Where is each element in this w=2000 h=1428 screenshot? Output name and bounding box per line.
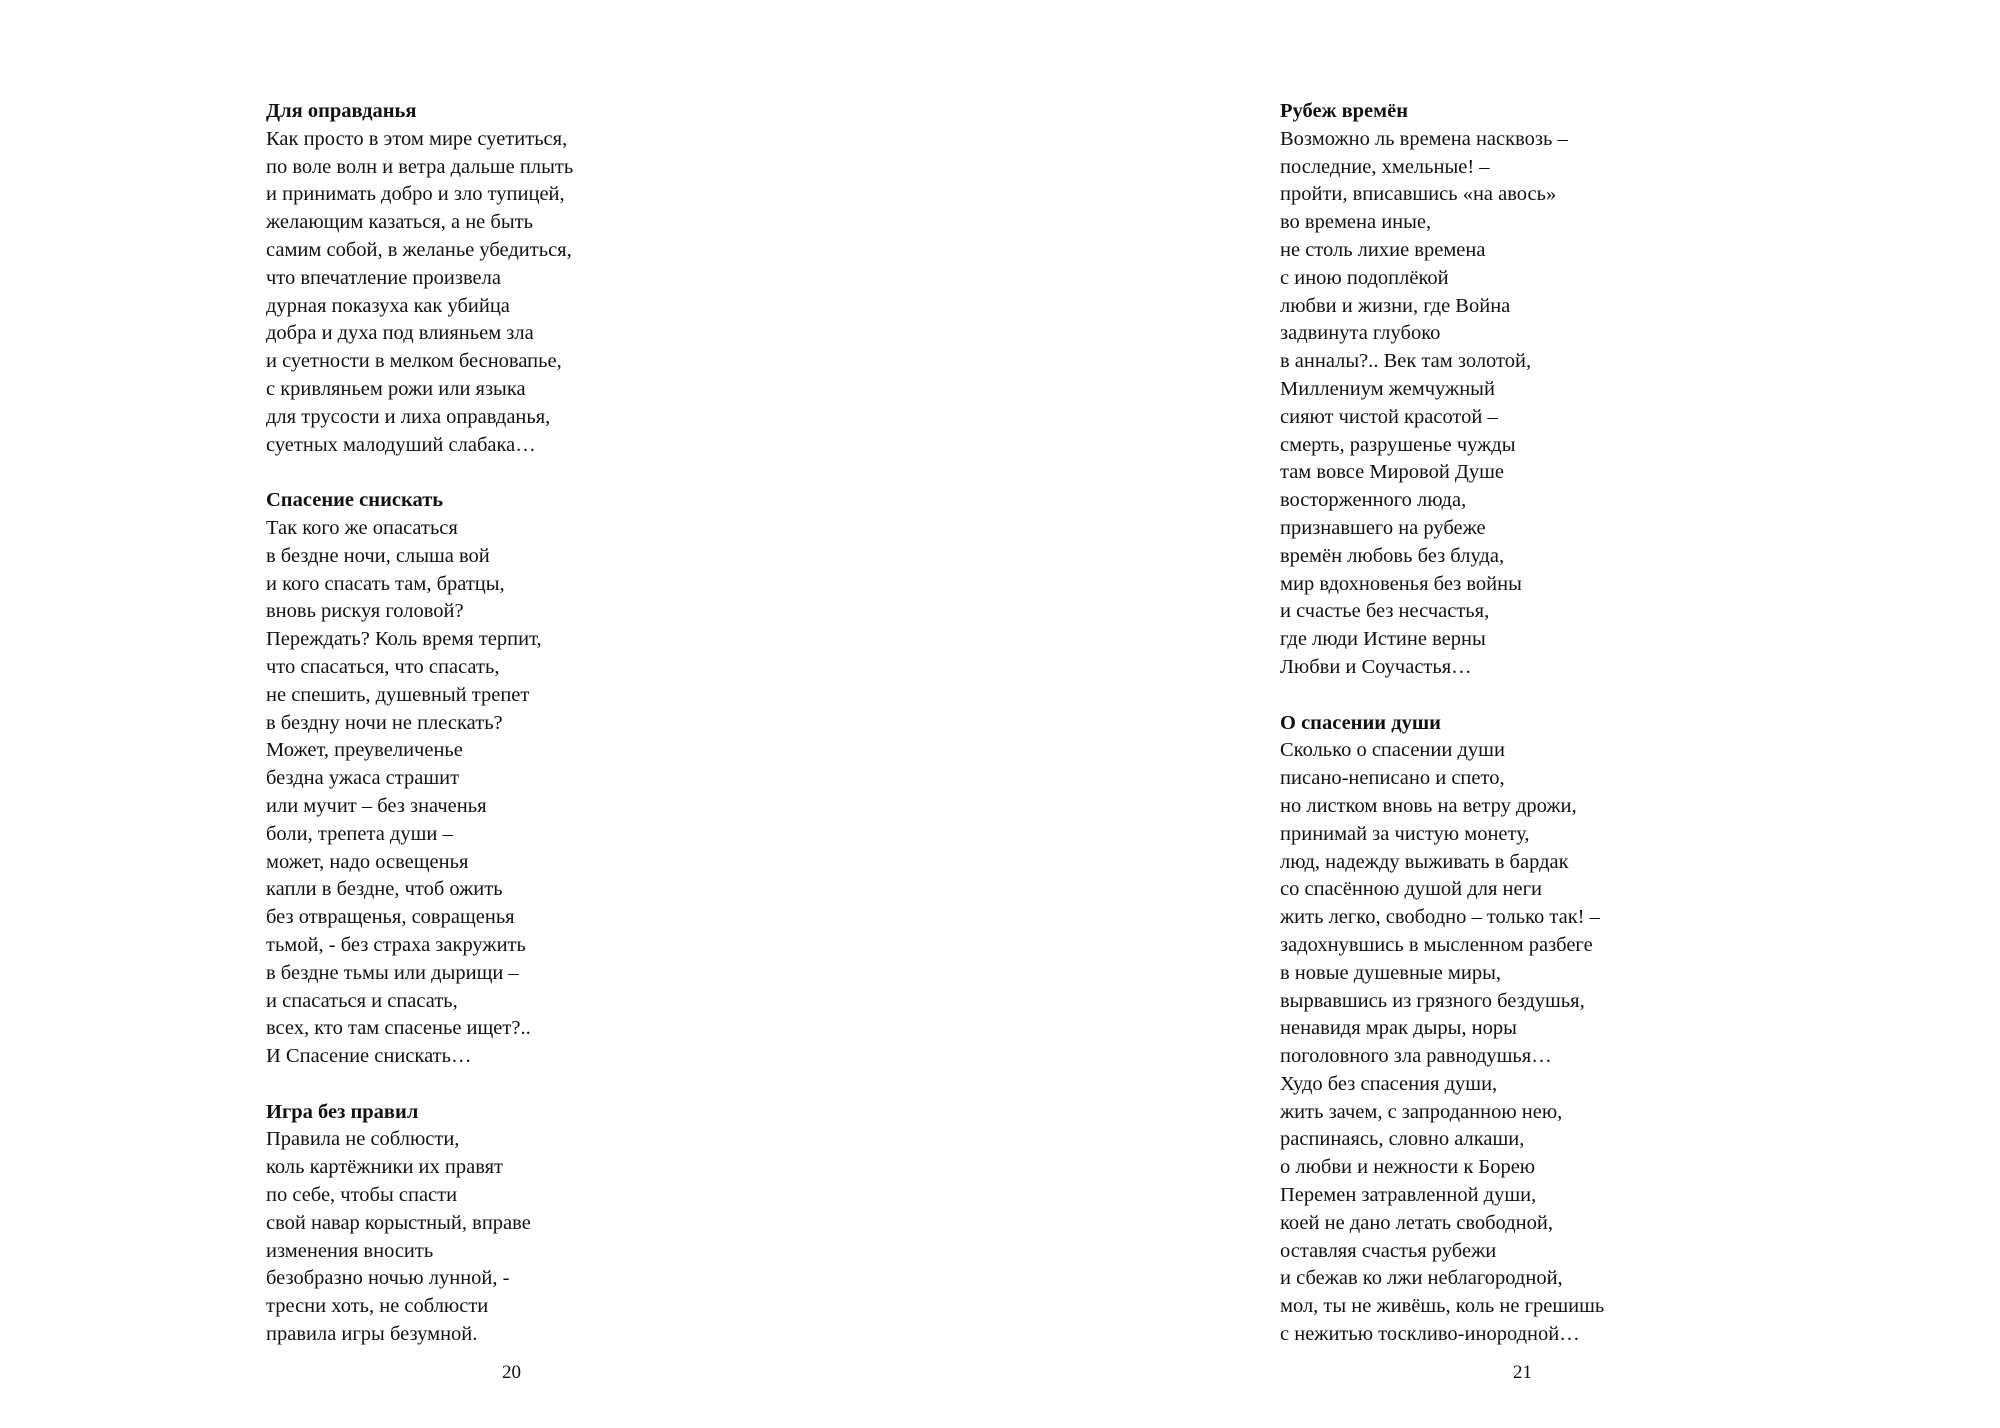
poem-line: восторженного люда, — [1280, 489, 1467, 512]
poem-line: добра и духа под влияньем зла — [266, 322, 534, 345]
poem-line: и принимать добро и зло тупицей, — [266, 183, 565, 206]
poem-line: со спасённою душой для неги — [1280, 878, 1542, 901]
poem-line: и спасаться и спасать, — [266, 989, 458, 1012]
poem-line: для трусости и лиха оправданья, — [266, 405, 551, 428]
poem-line: сияют чистой красотой – — [1280, 405, 1498, 428]
poem-line: смерть, разрушенье чужды — [1280, 433, 1516, 456]
poem-line: пройти, вписавшись «на авось» — [1280, 183, 1557, 206]
poem-line: капли в бездне, чтоб ожить — [266, 878, 503, 901]
poem-line: в бездне тьмы или дырищи – — [266, 961, 519, 984]
poem-line: свой навар корыстный, вправе — [266, 1211, 531, 1234]
poem-line: по воле волн и ветра дальше плыть — [266, 155, 574, 178]
poem-line: и сбежав ко лжи неблагородной, — [1280, 1267, 1563, 1290]
poem-line: всех, кто там спасенье ищет?.. — [266, 1017, 531, 1040]
poem-title: Рубеж времён — [1280, 100, 1409, 122]
page-number-left: 20 — [502, 1362, 521, 1383]
right-column — [1280, 98, 1604, 1377]
poem-line: последние, хмельные! – — [1280, 155, 1490, 178]
poem-line: с нежитью тоскливо-инородной… — [1280, 1323, 1580, 1346]
poem-line: Может, преувеличенье — [266, 739, 463, 762]
poem-line: ненавидя мрак дыры, норы — [1280, 1017, 1517, 1040]
poem-line: или мучит – без значенья — [266, 794, 487, 817]
poem-line: мир вдохновенья без войны — [1280, 572, 1522, 595]
poem-line: в бездне ночи, слыша вой — [266, 544, 490, 567]
poem-line: времён любовь без блуда, — [1280, 544, 1505, 567]
poem-line: и суетности в мелком бесновапье, — [266, 350, 562, 373]
poem — [266, 1099, 573, 1349]
poem-line: Так кого же опасаться — [266, 516, 458, 539]
poem-line: коль картёжники их правят — [266, 1156, 504, 1179]
poem-line: Переждать? Коль время терпит, — [266, 628, 542, 651]
poem-line: жить зачем, с запроданною нею, — [1280, 1100, 1563, 1123]
poem-line: правила игры безумной. — [266, 1323, 478, 1346]
poem-line: коей не дано летать свободной, — [1280, 1211, 1553, 1234]
poem-line: бездна ужаса страшит — [266, 767, 460, 790]
poem-line: Возможно ль времена насквозь – — [1280, 127, 1568, 150]
poem-line: тресни хоть, не соблюсти — [266, 1295, 489, 1318]
poem-line: вновь рискуя головой? — [266, 600, 464, 623]
poem-line: распинаясь, словно алкаши, — [1280, 1128, 1525, 1151]
poem-line: задохнувшись в мысленном разбеге — [1280, 933, 1593, 956]
poem-line: Миллениум жемчужный — [1280, 377, 1495, 400]
poem-line: с кривляньем рожи или языка — [266, 377, 526, 400]
poem-line: без отвращенья, совращенья — [266, 906, 515, 929]
poem-line: и кого спасать там, братцы, — [266, 572, 505, 595]
poem-line: может, надо освещенья — [266, 850, 469, 873]
page-number-right: 21 — [1513, 1362, 1532, 1383]
poem-line: боли, трепета души – — [266, 822, 453, 845]
poem-line: во времена иные, — [1280, 211, 1432, 234]
poem-line: по себе, чтобы спасти — [266, 1184, 458, 1207]
poem — [266, 487, 573, 1071]
poem-title: Для оправданья — [266, 100, 417, 122]
poem-title: Спасение снискать — [266, 489, 444, 512]
poem-line: в бездну ночи не плескать? — [266, 711, 503, 734]
poem-line: люд, надежду выживать в бардак — [1280, 850, 1569, 873]
poem-line: и счастье без несчастья, — [1280, 600, 1490, 623]
poem-line: Перемен затравленной души, — [1280, 1184, 1537, 1207]
poem-line: но листком вновь на ветру дрожи, — [1280, 794, 1577, 817]
poem — [1280, 710, 1604, 1349]
poem-line: что спасаться, что спасать, — [266, 655, 500, 678]
poem-line: вырвавшись из грязного бездушья, — [1280, 989, 1585, 1012]
poem — [266, 98, 573, 459]
poem-line: в новые душевные миры, — [1280, 961, 1502, 984]
poem-line: жить легко, свободно – только так! – — [1280, 906, 1600, 929]
poem-line: Любви и Соучастья… — [1280, 655, 1472, 678]
poem-line: не спешить, душевный трепет — [266, 683, 530, 706]
poem-line: И Спасение снискать… — [266, 1045, 472, 1068]
poem-line: Сколько о спасении души — [1280, 739, 1505, 762]
poem-title: О спасении души — [1280, 711, 1441, 734]
poem-line: принимай за чистую монету, — [1280, 822, 1530, 845]
poem-line: изменения вносить — [266, 1239, 434, 1262]
left-column — [266, 98, 573, 1377]
poem-line: что впечатление произвела — [266, 266, 501, 289]
poem-line: в анналы?.. Век там золотой, — [1280, 350, 1532, 373]
poem-line: оставляя счастья рубежи — [1280, 1239, 1497, 1262]
poem-line: суетных малодуший слабака… — [266, 433, 536, 456]
poem-line: задвинута глубоко — [1280, 322, 1441, 345]
poem-line: не столь лихие времена — [1280, 238, 1486, 261]
poem-line: с иною подоплёкой — [1280, 266, 1449, 289]
poem — [1280, 98, 1604, 682]
poem-title: Игра без правил — [266, 1100, 419, 1123]
right-page — [1000, 0, 2000, 1428]
poem-line: писано-неписано и спето, — [1280, 767, 1505, 790]
poem-line: признавшего на рубеже — [1280, 516, 1486, 539]
poem-line: желающим казаться, а не быть — [266, 211, 533, 234]
poem-line: дурная показуха как убийца — [266, 294, 510, 317]
poem-line: любви и жизни, где Война — [1280, 294, 1511, 317]
poem-line: самим собой, в желанье убедиться, — [266, 238, 572, 261]
poem-line: там вовсе Мировой Душе — [1280, 461, 1505, 484]
poem-line: о любви и нежности к Борею — [1280, 1156, 1536, 1179]
poem-line: Как просто в этом мире суетиться, — [266, 127, 568, 150]
poem-line: поголовного зла равнодушья… — [1280, 1045, 1552, 1068]
poem-line: где люди Истине верны — [1280, 628, 1486, 651]
poem-line: Правила не соблюсти, — [266, 1128, 460, 1151]
poem-line: Худо без спасения души, — [1280, 1072, 1498, 1095]
poem-line: тьмой, - без страха закружить — [266, 933, 526, 956]
poem-line: мол, ты не живёшь, коль не грешишь — [1280, 1295, 1605, 1318]
poem-line: безобразно ночью лунной, - — [266, 1267, 510, 1290]
